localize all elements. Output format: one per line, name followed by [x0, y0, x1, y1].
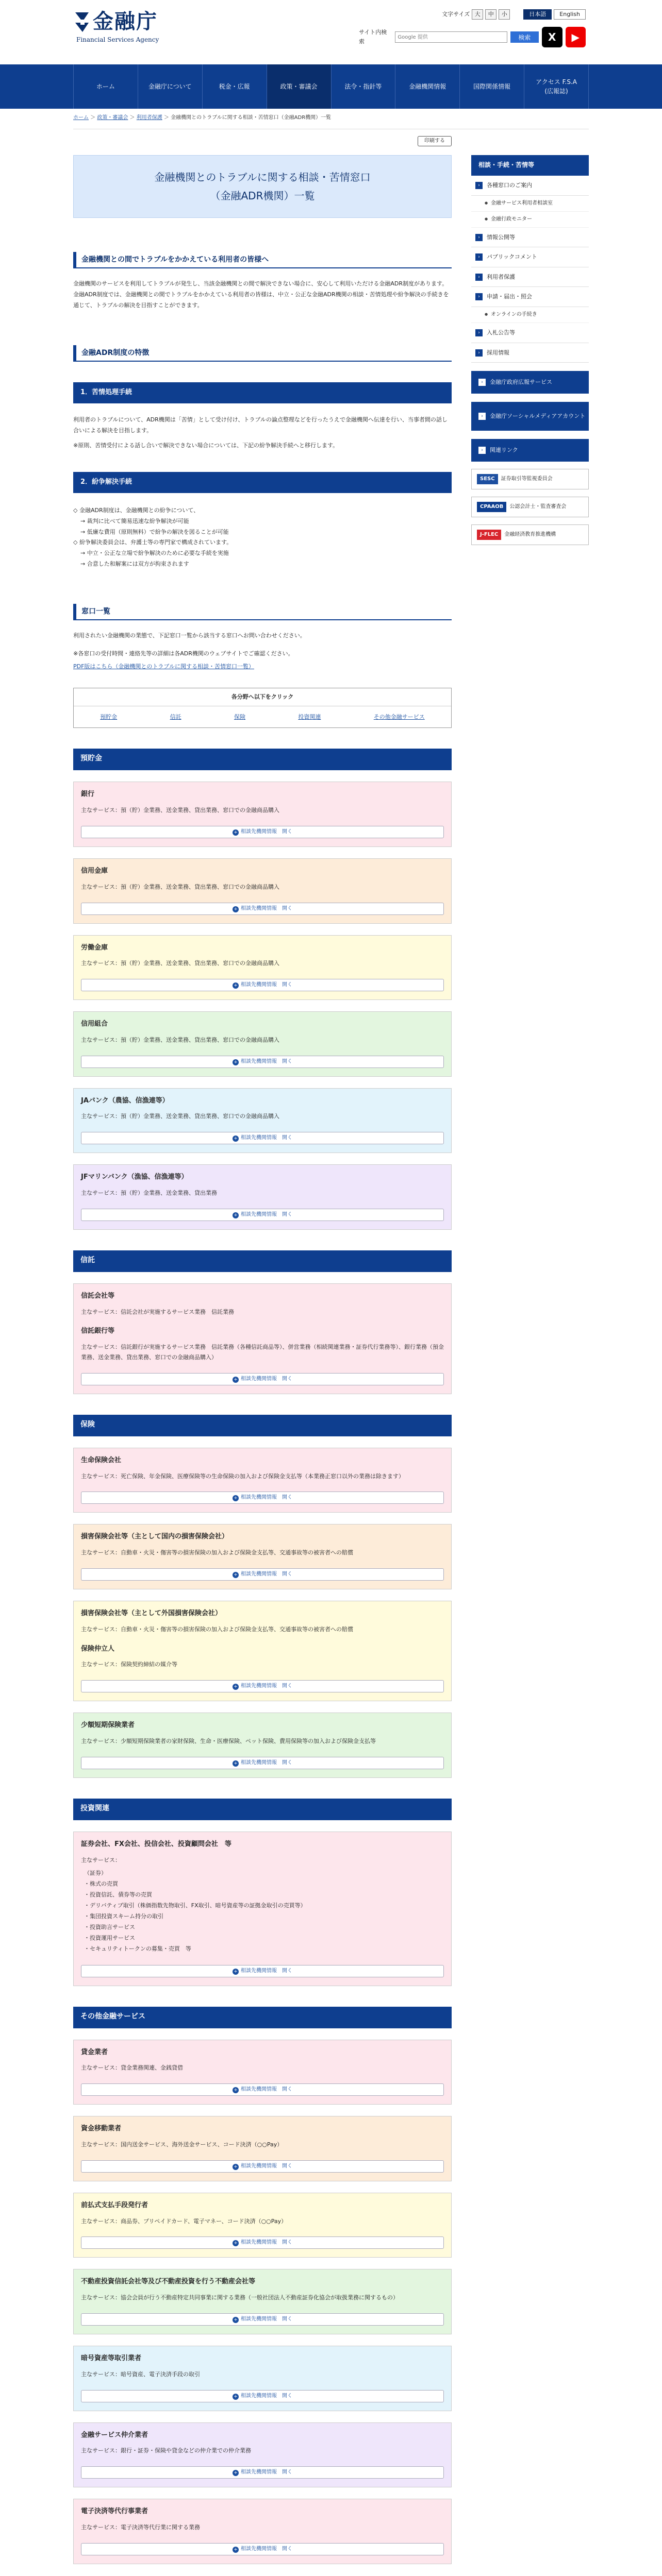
plus-icon: + [233, 829, 239, 836]
complaint-procedure-note: ※原則、苦情受付による話し合いで解決できない場合については、下記の紛争解決手続へと移行します。 [73, 442, 339, 449]
card-name: 前払式支払手段発行者 [81, 2201, 148, 2209]
card-name: JAバンク（農協、信漁連等） [81, 1096, 169, 1105]
plus-icon: + [233, 1059, 239, 1065]
complaint-procedure-text: 利用者のトラブルについて、ADR機関は「苦情」として受け付け、トラブルの論点整理などを行ったうえで金融機関へ伝達を行い、当事者間の話し合いによる解決を目指します。 [73, 416, 448, 434]
cpaaob-logo-link[interactable]: CPAAOB 公認会計士・監査審査会 [471, 497, 589, 517]
youtube-icon[interactable]: ▶ [566, 27, 586, 47]
sesc-logo-link[interactable]: SESC 証券取引等監視委員会 [471, 469, 589, 489]
card-service: 主なサービス：自動車・火災・傷害等の損害保険の加入および保険金支払等、交通事故等の被害者への賠償 [81, 1625, 353, 1633]
page-title: 金融機関とのトラブルに関する相談・苦情窓口 （金融ADR機関）一覧 [73, 155, 452, 218]
card-service: 主なサービス：死亡保険、年金保険、医療保険等の生命保険の加入および保険金支払等（本業務正窓口以外の業務は除きます） [81, 1472, 404, 1480]
card-name: 貸金業者 [81, 2048, 108, 2056]
lang-ja-button[interactable]: 日本語 [523, 9, 552, 20]
open-detail-button[interactable]: + 相談先機関情報 開く [81, 2466, 444, 2479]
global-nav [0, 64, 662, 109]
category-heading-trust: 信託 [73, 1250, 452, 1272]
chevron-right-icon: › [475, 274, 483, 281]
adr-card [73, 1088, 452, 1154]
plus-icon: + [233, 2394, 239, 2400]
adr-card [73, 782, 452, 847]
adr-card [73, 1011, 452, 1077]
sidebar-subitem[interactable]: ● オンラインの手続き [471, 307, 589, 323]
plus-icon: + [233, 2470, 239, 2476]
logo-text-ja: 金融庁 [93, 10, 158, 33]
category-heading-other: その他金融サービス [73, 2007, 452, 2028]
sidebar-item-tenders[interactable]: › 入札公告等 [471, 323, 589, 343]
chevron-right-icon: › [475, 329, 483, 336]
chevron-right-icon: › [478, 379, 486, 386]
card-name: 電子決済等代行事業者 [81, 2507, 148, 2516]
card-service: 主なサービス： [81, 1856, 121, 1863]
plus-icon: + [233, 982, 239, 989]
plus-icon: + [233, 1684, 239, 1690]
plus-icon: + [233, 1572, 239, 1578]
plus-icon: + [233, 2087, 239, 2093]
list-item: → 合意した和解案には双方が拘束されます [80, 561, 189, 568]
jflec-badge: J-FLEC [477, 530, 501, 540]
card-name: 金融サービス仲介業者 [81, 2431, 148, 2439]
list-item: ・投資運用サービス [84, 1934, 135, 1941]
nav-institutions[interactable]: 金融機関情報 [395, 64, 459, 109]
list-item: ・セキュリティトークンの募集・売買 等 [84, 1945, 191, 1952]
open-detail-button[interactable]: + 相談先機関情報 開く [81, 2083, 444, 2096]
list-item: ◇ 紛争解決委員会は、弁護士等の専門家で構成されています。 [73, 539, 233, 546]
card-name: 資金移動業者 [81, 2125, 122, 2133]
sesc-badge: SESC [477, 474, 498, 484]
adr-card [73, 858, 452, 924]
card-service: 主なサービス：暗号資産、電子決済手段の取引 [81, 2370, 200, 2378]
jump-link-investment[interactable]: 投資関連 [298, 713, 321, 720]
adr-card [73, 2040, 452, 2105]
fsa-logo[interactable] [73, 9, 176, 50]
adr-card [73, 1832, 452, 1986]
card-name: 信用組合 [81, 1020, 108, 1028]
lang-en-button[interactable]: English [554, 9, 586, 20]
adr-card [73, 2422, 452, 2488]
chevron-right-icon: › [475, 349, 483, 357]
main-content [73, 135, 452, 2576]
dispute-procedure-heading: 2．紛争解決手続 [73, 472, 452, 493]
plus-icon: + [233, 1969, 239, 1975]
plus-icon: + [233, 1495, 239, 1501]
list-item: ◇ 金融ADR制度は、金融機関との紛争について、 [73, 506, 200, 514]
chevron-right-icon: › [475, 182, 483, 189]
adr-card [73, 2499, 452, 2564]
card-name: 信託会社等 [81, 1292, 115, 1300]
card-name: 保険仲立人 [81, 1645, 115, 1653]
font-size-small-button[interactable]: 小 [499, 9, 510, 20]
open-detail-button[interactable]: + 相談先機関情報 開く [81, 1209, 444, 1221]
category-heading-deposit: 預貯金 [73, 749, 452, 770]
font-size-large-button[interactable]: 大 [472, 9, 483, 20]
chevron-right-icon: › [478, 413, 486, 420]
sidebar-item-user-protection[interactable]: › 利用者保護 [471, 267, 589, 287]
adr-card [73, 1448, 452, 1513]
adr-card [73, 2116, 452, 2181]
complaint-procedure-heading: 1．苦情処理手続 [73, 382, 452, 403]
card-service: 主なサービス：信託会社が実施するサービス業務 信託業務 [81, 1308, 234, 1315]
jump-link-trust[interactable]: 信託 [170, 713, 181, 720]
open-detail-button[interactable]: + 相談先機関情報 開く [81, 1757, 444, 1769]
open-detail-button[interactable]: + 相談先機関情報 開く [81, 826, 444, 838]
list-item: ・集団投資スキーム持分の取引 [84, 1912, 163, 1920]
plus-icon: + [233, 1760, 239, 1767]
card-name: 不動産投資信託会社等及び不動産投資を行う不動産会社等 [81, 2278, 256, 2286]
font-and-language-bar [442, 9, 586, 20]
card-service: 主なサービス：銀行・証券・保険や貸金などの仲介業での仲介業務 [81, 2447, 251, 2454]
card-name: 信託銀行等 [81, 1327, 115, 1335]
section-features-heading: 金融ADR制度の特徴 [73, 345, 452, 362]
card-name: 少額短期保険業者 [81, 1721, 135, 1730]
card-service: 主なサービス：商品券、プリペイドカード、電子マネー、コード決済（○○Pay） [81, 2217, 287, 2225]
card-name: 信用金庫 [81, 867, 108, 875]
list-item: → 裁判に比べて簡易迅速な紛争解決が可能 [80, 517, 189, 524]
section-guide-heading: 金融機関との間でトラブルをかかえている利用者の皆様へ [73, 252, 452, 268]
nav-laws[interactable]: 法令・指針等 [331, 64, 395, 109]
card-service: 主なサービス：電子決済等代行業に関する業務 [81, 2523, 200, 2531]
list-item: ・株式の売買 [84, 1880, 118, 1888]
site-header [0, 0, 662, 64]
sidebar [471, 135, 589, 2576]
open-detail-button[interactable]: + 相談先機関情報 開く [81, 903, 444, 915]
search-button[interactable]: 検索 [510, 31, 539, 43]
card-name: 暗号資産等取引業者 [81, 2354, 142, 2362]
adr-card [73, 2193, 452, 2258]
chevron-right-icon: › [475, 293, 483, 300]
dispute-feature-list [73, 505, 452, 570]
font-size-label: 文字サイズ [442, 11, 470, 18]
open-detail-button[interactable]: + 相談先機関情報 開く [81, 1680, 444, 1692]
nav-policy[interactable]: 政策・審議会 [267, 64, 331, 109]
adr-card [73, 2269, 452, 2334]
header-tools [359, 9, 586, 56]
social-media-banner[interactable]: › 金融庁ソーシャルメディアアカウント [471, 402, 589, 431]
card-name: 証券会社、FX会社、投信会社、投資顧問会社 等 [81, 1840, 231, 1848]
open-detail-button[interactable]: + 相談先機関情報 開く [81, 1965, 444, 1977]
open-detail-button[interactable]: + 相談先機関情報 開く [81, 2543, 444, 2555]
search-label: サイト内検索 [359, 29, 387, 45]
chevron-right-icon: › [478, 447, 486, 454]
open-detail-button[interactable]: + 相談先機関情報 開く [81, 2236, 444, 2249]
pdf-link[interactable]: PDF版はこちら（金融機関とのトラブルに関する相談・苦情窓口一覧） [73, 663, 254, 670]
search-bar [359, 27, 586, 47]
plus-icon: + [233, 2240, 239, 2246]
logo-text-en: Financial Services Agency [76, 36, 159, 43]
service-list [81, 1868, 444, 1954]
list-item: ・投資信託、債券等の売買 [84, 1891, 152, 1899]
jump-box-title: 各分野へ以下をクリック [74, 688, 451, 706]
plus-icon: + [233, 906, 239, 912]
adr-card [73, 2346, 452, 2411]
sidebar-subitem[interactable]: ● 金融行政モニター [471, 212, 589, 228]
open-detail-button[interactable]: + 相談先機関情報 開く [81, 2390, 444, 2402]
print-button[interactable]: 印刷する [418, 136, 452, 146]
list-item: ・投資助言サービス [84, 1923, 135, 1930]
plus-icon: + [233, 1212, 239, 1218]
related-links-banner[interactable]: › 関連リンク [471, 439, 589, 462]
jump-link-other[interactable]: その他金融サービス [373, 713, 425, 720]
category-heading-insurance: 保険 [73, 1415, 452, 1436]
sidebar-heading: 相談・手続・苦情等 [471, 155, 589, 176]
jump-link-insurance[interactable]: 保険 [234, 713, 245, 720]
card-service: 主なサービス：預（貯）金業務、送金業務、貸出業務、窓口での金融商品購入 [81, 1113, 279, 1120]
adr-card [73, 1164, 452, 1230]
open-detail-button[interactable]: + 相談先機関情報 開く [81, 2160, 444, 2173]
card-service: 主なサービス：自動車・火災・傷害等の損害保険の加入および保険金支払等、交通事故等の被害者への賠償 [81, 1549, 353, 1556]
open-detail-button[interactable]: + 相談先機関情報 開く [81, 2313, 444, 2326]
lead-paragraph: 金融機関のサービスを利用してトラブルが発生し、当該金融機関との間で解決できない場合に、安心して利用いただける金融ADR制度があります。金融ADR制度では、金融機関との間でトラブルをかかえている利用者の皆様は、中立・公正な金融ADR機関の相談・苦情処理や紛争解決の手続きを通じて、トラブルの解決を目指すことができます。 [73, 280, 449, 309]
sidebar-item-disclosure[interactable]: › 情報公開等 [471, 228, 589, 248]
plus-icon: + [233, 1136, 239, 1142]
nav-home[interactable]: ホーム [73, 64, 138, 109]
font-size-medium-button[interactable]: 中 [485, 9, 496, 20]
sidebar-subitem[interactable]: ● 金融サービス利用者相談室 [471, 196, 589, 212]
adr-card [73, 1283, 452, 1394]
nav-international[interactable]: 国際関係情報 [459, 64, 524, 109]
jump-link-deposit[interactable]: 預貯金 [100, 713, 118, 720]
breadcrumb-policy[interactable]: 政策・審議会 [97, 115, 128, 121]
card-service: 主なサービス：保険契約締結の媒介等 [81, 1661, 177, 1668]
card-name: 損害保険会社等（主として外国損害保険会社） [81, 1609, 222, 1618]
section-window-heading: 窓口一覧 [73, 604, 452, 620]
open-detail-button[interactable]: + 相談先機関情報 開く [81, 1568, 444, 1581]
list-item: ・デリバティブ取引（株価指数先物取引、FX取引、暗号資産等の証拠金取引の売買等） [84, 1902, 306, 1909]
sidebar-item-windows[interactable]: › 各種窓口のご案内 [471, 176, 589, 196]
breadcrumb-current: 金融機関とのトラブルに関する相談・苦情窓口（金融ADR機関）一覧 [171, 115, 332, 121]
card-service: 主なサービス：信託銀行が実施するサービス業務 信託業務（各種信託商品等）、併営業務（相続関連業務・証券代行業務等）、銀行業務（預金業務、送金業務、貸出業務、窓口での金融商品購入） [81, 1344, 444, 1361]
plus-icon: + [233, 2547, 239, 2553]
card-name: JFマリンバンク（漁協、信漁連等） [81, 1173, 188, 1181]
nav-about[interactable]: 金融庁について [138, 64, 202, 109]
card-name: 銀行 [81, 790, 95, 799]
card-service: 主なサービス：国内送金サービス、海外送金サービス、コード決済（○○Pay） [81, 2141, 283, 2148]
sidebar-item-applications[interactable]: › 申請・届出・照会 [471, 287, 589, 307]
chevron-right-icon: › [475, 234, 483, 241]
window-intro: 利用されたい金融機関の業態で、下記窓口一覧から該当する窓口へお問い合わせください。 [73, 632, 306, 639]
open-detail-button[interactable]: + 相談先機関情報 開く [81, 1132, 444, 1144]
adr-card [73, 1713, 452, 1778]
nav-tax-pr[interactable]: 税金・広報 [202, 64, 267, 109]
adr-card [73, 1524, 452, 1589]
window-note: ※各窓口の受付時間・連絡先等の詳細は各ADR機関のウェブサイトでご確認ください。 [73, 650, 294, 657]
category-heading-investment: 投資関連 [73, 1799, 452, 1820]
adr-card [73, 1601, 452, 1701]
breadcrumb-user-protection[interactable]: 利用者保護 [136, 115, 162, 121]
sidebar-item-recruitment[interactable]: › 採用情報 [471, 343, 589, 363]
card-name: 損害保険会社等（主として国内の損害保険会社） [81, 1533, 229, 1541]
card-service: 主なサービス：預（貯）金業務、送金業務、貸出業務、窓口での金融商品購入 [81, 807, 279, 814]
card-service: 主なサービス：預（貯）金業務、送金業務、貸出業務、窓口での金融商品購入 [81, 960, 279, 967]
list-item: → 中立・公正な立場で紛争解決のために必要な手続を実施 [80, 550, 229, 557]
card-name: 労働金庫 [81, 943, 108, 952]
category-jump-box [73, 688, 452, 728]
breadcrumb-home[interactable]: ホーム [73, 115, 89, 121]
breadcrumb: ホーム ＞ 政策・審議会 ＞ 利用者保護 ＞ 金融機関とのトラブルに関する相談・苦情窓口（金融ADR機関）一覧 [73, 114, 589, 129]
jflec-logo-link[interactable]: J-FLEC 金融経済教育推進機構 [471, 524, 589, 545]
plus-icon: + [233, 2164, 239, 2170]
open-detail-button[interactable]: + 相談先機関情報 開く [81, 1373, 444, 1385]
open-detail-button[interactable]: + 相談先機関情報 開く [81, 1492, 444, 1504]
card-service: 主なサービス：少額短期保険業者の家財保険、生命・医療保険、ペット保険、費用保険等の加入および保険金支払等 [81, 1738, 376, 1745]
chevron-right-icon: › [475, 253, 483, 261]
adr-card [73, 935, 452, 1001]
list-item: （証券） [84, 1870, 107, 1877]
open-detail-button[interactable]: + 相談先機関情報 開く [81, 979, 444, 991]
search-input[interactable] [395, 31, 507, 43]
sidebar-item-public-comment[interactable]: › パブリックコメント [471, 247, 589, 267]
card-service: 主なサービス：預（貯）金業務、送金業務、貸出業務、窓口での金融商品購入 [81, 1036, 279, 1043]
nav-access-fsa[interactable]: アクセス F.S.A (広報誌) [524, 64, 589, 109]
card-service: 主なサービス：預（貯）金業務、送金業務、貸出業務、窓口での金融商品購入 [81, 883, 279, 890]
pr-service-banner[interactable]: › 金融庁政府広報サービス [471, 371, 589, 394]
card-name: 生命保険会社 [81, 1456, 122, 1464]
plus-icon: + [233, 1377, 239, 1383]
list-item: → 低廉な費用（原則無料）で紛争の解決を図ることが可能 [80, 528, 229, 535]
fsa-emblem-icon [73, 10, 92, 33]
cpaaob-badge: CPAAOB [477, 502, 506, 512]
plus-icon: + [233, 2317, 239, 2323]
x-twitter-icon[interactable]: X [542, 27, 562, 47]
card-service: 主なサービス：貸金業務関連、金銭貸借 [81, 2064, 183, 2072]
open-detail-button[interactable]: + 相談先機関情報 開く [81, 1056, 444, 1068]
card-service: 主なサービス：預（貯）金業務、送金業務、貸出業務 [81, 1190, 217, 1197]
card-service: 主なサービス：協会会員が行う不動産特定共同事業に関する業務（一般社団法人不動産証券化協会が取扱業務に関するもの） [81, 2294, 399, 2301]
